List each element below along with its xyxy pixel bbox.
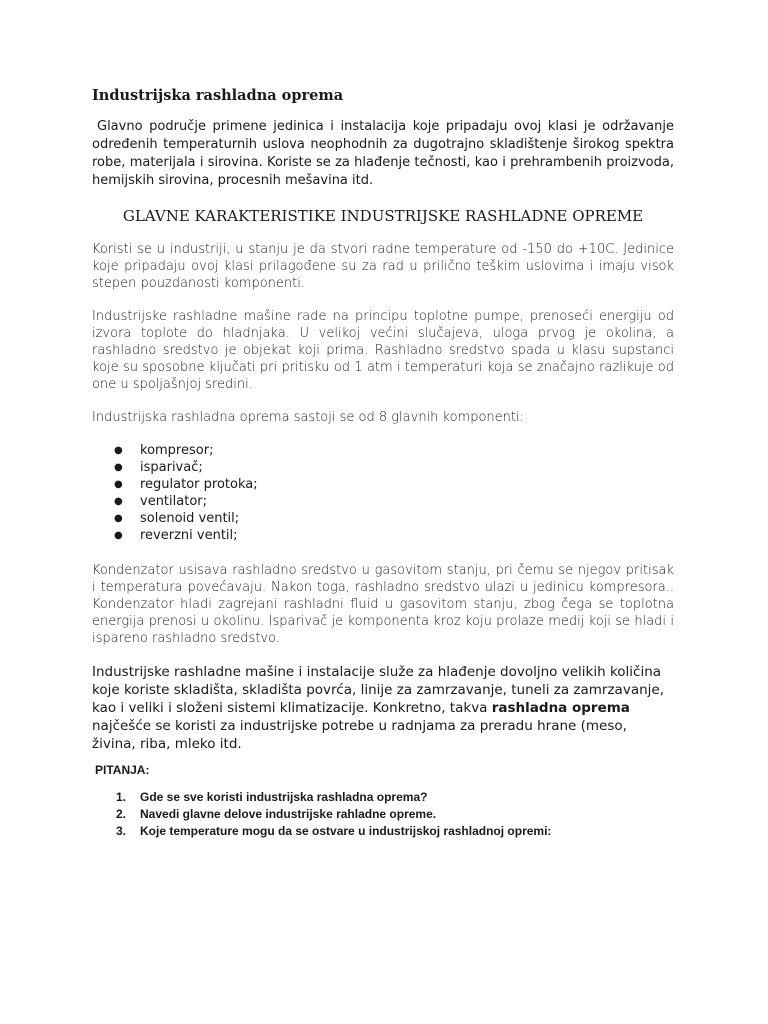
intro-paragraph: Glavno područje primene jedinica i instalacija koje pripadaju ovoj klasi je održavanje određenih temperaturnih uslova neophodnih za dugotrajno skladištenje širokog spektra robe, materijala i sirovina. Koriste se za hlađenje tečnosti, kao i prehrambenih proizvoda, hemijskih sirovina, procesnih mešavina itd. [92,119,674,188]
bullet-icon: ● [114,496,123,507]
section-heading: GLAVNE KARAKTERISTIKE INDUSTRIJSKE RASHLADNE OPREME [122,207,644,225]
components-list [92,442,674,544]
list-item-text: isparivač; [140,460,203,475]
paragraph-usage-start: Industrijske rashladne mašine i instalacije služe za hlađenje dovoljno velikih količina koje koriste skladišta, skladišta povrća, linije za zamrzavanje, tuneli za zamrzavanje, kao i veliki i složeni sistemi klimatizacije. Konkretno, takva [92,664,664,716]
paragraph-heat-pump: Industrijske rashladne mašine rade na principu toplotne pumpe, prenoseći energiju od izvora toplote do hladnjaka. U velikoj većini slučajeva, uloga prvog je okolina, a rashladno sredstvo je objekat koji prima. Rashladno sredstvo spada u klasu supstanci koje su sposobne ključati pri pritisku od 1 atm i temperaturi koja se značajno razlikuje od one u spoljašnjoj sredini. [92,309,674,392]
list-item [114,527,674,544]
list-item [114,442,674,459]
paragraph-usage-emphasis: rashladna oprema [491,700,630,716]
question-text: Navedi glavne delove industrijske rahladne opreme. [140,807,437,821]
questions-list [92,789,674,840]
question-number: 1. [116,790,127,804]
questions-label: PITANJA: [95,763,150,777]
question-item [116,823,674,840]
paragraph-condenser: Kondenzator usisava rashladno sredstvo u gasovitom stanju, pri čemu se njegov pritisak i temperatura povećavaju. Nakon toga, rashladno sredstvo ulazi u jedinicu kompresora.. Kondenzator hladi zagrejani rashladni fluid u gasovitom stanju, zbog čega se toplotna energija prenosi u okolinu. Isparivač je komponenta kroz koju prolaze medij koji se hladi i ispareno rashladno sredstvo. [92,563,674,646]
list-item-text: reverzni ventil; [140,528,238,543]
bullet-icon: ● [114,462,123,473]
list-item-text: regulator protoka; [140,477,258,492]
paragraph-components-intro: Industrijska rashladna oprema sastoji se od 8 glavnih komponenti: [92,410,525,425]
bullet-icon: ● [114,513,123,524]
list-item [114,476,674,493]
question-text: Koje temperature mogu da se ostvare u industrijskoj rashladnoj opremi: [140,824,552,838]
bullet-icon: ● [114,530,123,541]
document-page [92,86,674,840]
list-item-text: ventilator; [140,494,207,509]
paragraph-temperatures: Koristi se u industriji, u stanju je da stvori radne temperature od -150 do +10C. Jedinice koje pripadaju ovoj klasi prilagođene su za rad u prilično teškim uslovima i imaju visok stepen pouzdanosti komponenti. [92,242,674,291]
list-item [114,510,674,527]
document-title: Industrijska rashladna oprema [92,87,344,104]
bullet-icon: ● [114,479,123,490]
paragraph-usage-end: najčešće se koristi za industrijske potrebe u radnjama za preradu hrane (meso, živina, riba, mleko itd. [92,718,627,752]
question-text: Gde se sve koristi industrijska rashladna oprema? [140,790,428,804]
list-item [114,493,674,510]
question-item [116,806,674,823]
list-item-text: kompresor; [140,443,214,458]
question-number: 2. [116,807,127,821]
question-number: 3. [116,824,127,838]
paragraph-usage [92,663,674,753]
list-item [114,459,674,476]
bullet-icon: ● [114,445,123,456]
question-item [116,789,674,806]
list-item-text: solenoid ventil; [140,511,240,526]
